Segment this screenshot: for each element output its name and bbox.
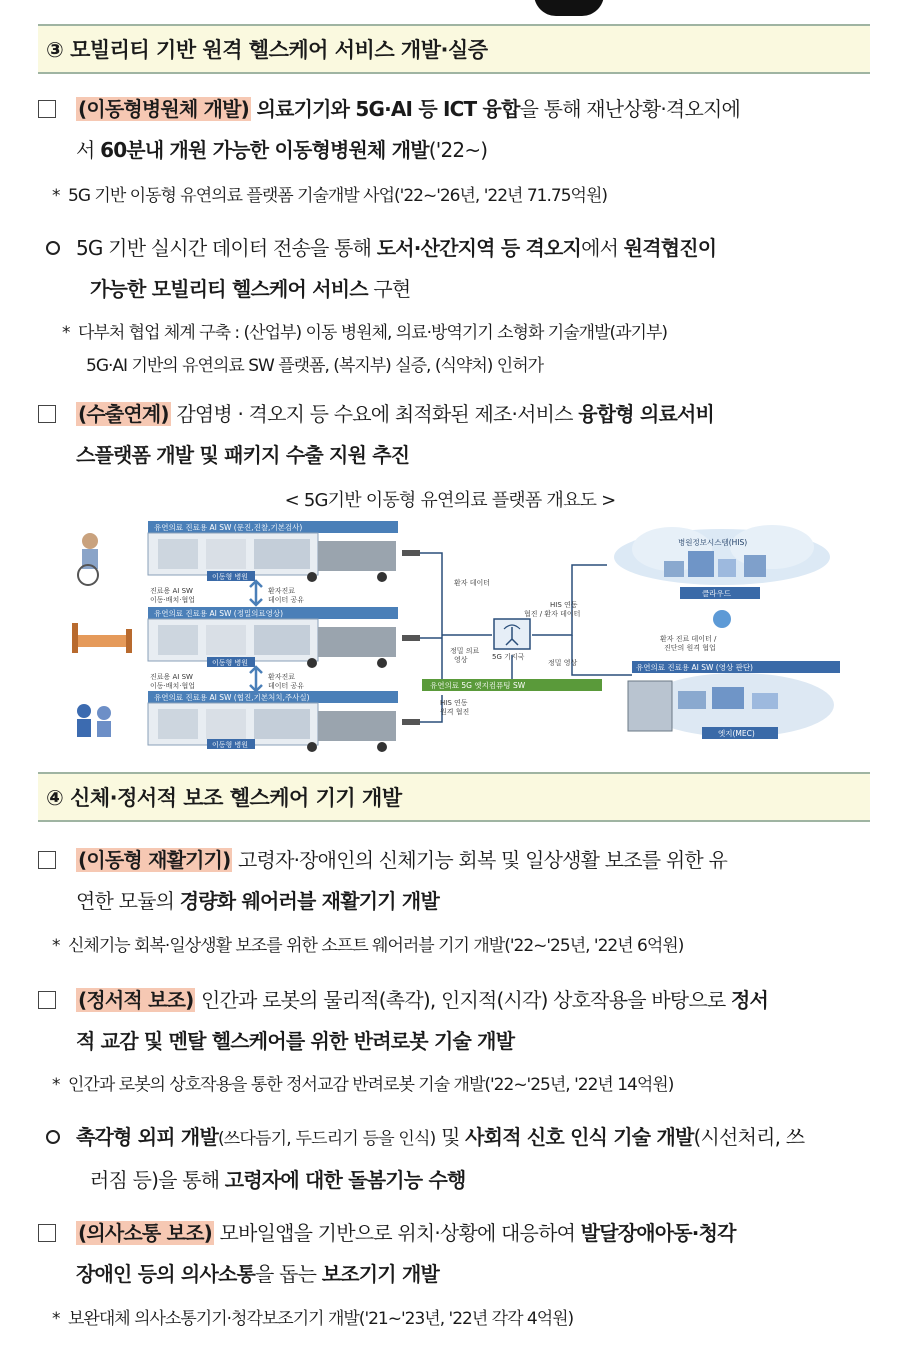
square-bullet-icon	[38, 991, 56, 1009]
body-text: 모바일앱을 기반으로 위치·상황에 대응하여	[213, 1221, 581, 1245]
right-label-b: 진단의 원격 협업	[664, 644, 716, 652]
van-label-3: 이동형 병원	[212, 741, 249, 749]
bold-text: 정서	[730, 988, 768, 1012]
section-3-heading	[38, 24, 870, 74]
mec-label: 엣지(MEC)	[718, 729, 755, 738]
footnote-text: 5G 기반 이동형 유연의료 플랫폼 기술개발 사업('22~'26년, '22년 71.75억원)	[68, 186, 607, 206]
platform-diagram	[62, 515, 842, 755]
body-text: 및	[435, 1125, 466, 1149]
bold-text: 60분내 개원 가능한 이동형병원체 개발	[100, 138, 429, 162]
highlight-label: (정서적 보조)	[78, 988, 194, 1012]
section-4-heading	[38, 772, 870, 822]
precise-label-b: 영상	[454, 656, 468, 664]
highlight-label: (의사소통 보조)	[78, 1221, 212, 1245]
bold-text: 촉각형 외피 개발	[76, 1125, 218, 1149]
his-title: 병원정보시스템(HIS)	[678, 538, 748, 547]
highlight-label: (이동형 재활기기)	[78, 848, 231, 872]
square-bullet-icon	[38, 405, 56, 423]
body-text: ('22~)	[428, 138, 488, 162]
section-4-title: ④ 신체·정서적 보조 헬스케어 기기 개발	[46, 786, 402, 810]
body-text: 서	[76, 138, 101, 162]
his-link-label: HIS 연동	[550, 601, 578, 609]
section-3-title: ③ 모빌리티 기반 원격 헬스케어 서비스 개발·실증	[46, 38, 488, 62]
square-bullet-icon	[38, 1224, 56, 1242]
bold-text: 발달장애아동·청각	[580, 1221, 736, 1245]
footnote-3: * 신체기능 회복·일상생활 보조를 위한 소프트 웨어러블 기기 개발('22~'25년, '22년 6억원)	[52, 936, 684, 956]
swap-arrow-icon	[250, 667, 262, 691]
van-label-1: 이동형 병원	[212, 573, 249, 581]
body-text: 을 통해 재난상황·격오지에	[519, 97, 741, 121]
bullet-tactile-skin	[38, 1117, 878, 1201]
footnote-text: 신체기능 회복·일상생활 보조를 위한 소프트 웨어러블 기기 개발('22~'25년, '22년 6억원)	[68, 936, 684, 956]
body-text: (시선처리, 쓰	[693, 1125, 805, 1149]
share-label-3a: 진료용 AI SW	[150, 673, 193, 681]
base-station-label: 5G 기지국	[492, 653, 525, 661]
share-label-2a: 환자진료	[268, 587, 296, 595]
body-text: 고령자·장애인의 신체기능 회복 및 일상생활 보조를 위한 유	[232, 848, 727, 872]
bold-text: 스플랫폼 개발 및 패키지 수출 지원 추진	[76, 443, 410, 467]
highlight-label: (이동형병원체 개발)	[78, 97, 250, 121]
edge-band-label: 유연의료 5G 엣지컴퓨팅 SW	[430, 681, 526, 690]
bullet-export	[38, 394, 878, 476]
footnote-text: 5G·AI 기반의 유연의료 SW 플랫폼, (복지부) 실증, (식약처) 인허가	[86, 356, 544, 376]
footnote-text: 인간과 로봇의 상호작용을 통한 정서교감 반려로봇 기술 개발('22~'25년, '22년 14억원)	[68, 1075, 674, 1095]
van-label-2: 이동형 병원	[212, 659, 249, 667]
server-rack-icon	[628, 681, 672, 731]
share-label-4b: 데이터 공유	[268, 682, 305, 690]
bold-text: 원격협진이	[623, 236, 717, 260]
share-label-1a: 진료용 AI SW	[150, 587, 193, 595]
van-body-2	[318, 627, 396, 657]
body-text: 연한 모듈의	[76, 889, 180, 913]
bold-text: 경량화 웨어러블 재활기기 개발	[179, 889, 439, 913]
wheelchair-user-icon	[78, 533, 98, 585]
share-label-1b: 이동·배치·협업	[150, 596, 196, 604]
his-bottom-label-1: HIS 연동	[440, 699, 468, 707]
share-label-3b: 이동·배치·협업	[150, 682, 196, 690]
body-text: 러짐 등)을 통해	[90, 1168, 225, 1192]
bullet-mobile-hospital	[38, 89, 878, 171]
bullet-companion-robot	[38, 980, 878, 1062]
circle-bullet-icon	[46, 1130, 60, 1144]
share-label-2b: 데이터 공유	[268, 596, 305, 604]
bold-text: 가능한 모빌리티 헬스케어 서비스	[90, 277, 368, 301]
body-text: (쓰다듬기, 두드리기 등을 인식)	[217, 1129, 436, 1149]
van-body-3	[318, 711, 396, 741]
bold-text: 의료기기와 5G·AI 등 ICT 융합	[256, 97, 520, 121]
footnote-5: * 보완대체 의사소통기기·청각보조기기 개발('21~'23년, '22년 각각 4억원)	[52, 1309, 574, 1329]
footnote-4: * 인간과 로봇의 상호작용을 통한 정서교감 반려로봇 기술 개발('22~'25년, '22년 14억원)	[52, 1075, 674, 1095]
patient-data-label: 환자 데이터	[454, 579, 491, 587]
footnote-text: 보완대체 의사소통기기·청각보조기기 개발('21~'23년, '22년 각각 4억원)	[68, 1309, 574, 1329]
share-label-4a: 환자진료	[268, 673, 296, 681]
bold-text: 적 교감 및 멘탈 헬스케어를 위한 반려로봇 기술 개발	[76, 1029, 515, 1053]
right-band-label: 유연의료 진료용 AI SW (영상 판단)	[636, 663, 753, 672]
precise-image-label: 정밀 영상	[548, 659, 578, 667]
swap-arrow-icon	[250, 581, 262, 605]
bold-text: 융합형 의료서비	[578, 402, 715, 426]
van-body-1	[318, 541, 396, 571]
footnote-1: * 5G 기반 이동형 유연의료 플랫폼 기술개발 사업('22~'26년, '22년 71.75억원)	[52, 186, 607, 206]
bold-text: 사회적 신호 인식 기술 개발	[465, 1125, 694, 1149]
top-decoration	[534, 0, 604, 16]
globe-icon	[713, 610, 731, 628]
body-text: 인간과 로봇의 물리적(촉각), 인지적(시각) 상호작용을 바탕으로	[195, 988, 731, 1012]
figure-caption: < 5G기반 이동형 유연의료 플랫폼 개요도 >	[284, 490, 616, 511]
body-text: 감염병 · 격오지 등 수요에 최적화된 제조·서비스	[170, 402, 579, 426]
right-label-a: 환자 진료 데이터 /	[660, 635, 717, 643]
bullet-rehab-device	[38, 840, 878, 922]
hospital-bed-icon	[72, 623, 132, 653]
band-3-label: 유연의료 진료용 AI SW (협진,기본처치,주사실)	[154, 693, 310, 702]
bold-text: 장애인 등의 의사소통	[76, 1262, 256, 1286]
his-bottom-label-2: 원격 협진	[440, 708, 470, 716]
footnote-2: * 다부처 협업 체계 구축 : (산업부) 이동 병원체, 의료·방역기기 소형화 기술개발(과기부) 5G·AI 기반의 유연의료 SW 플랫폼, (복지부) 실증, (식약처) 인허가	[62, 323, 668, 376]
square-bullet-icon	[38, 851, 56, 869]
highlight-label: (수출연계)	[78, 402, 169, 426]
body-text: 5G 기반 실시간 데이터 전송을 통해	[76, 236, 377, 260]
elderly-patients-icon	[77, 704, 111, 737]
body-text: 에서	[581, 236, 624, 260]
precise-label-a: 정밀 의료	[450, 647, 480, 655]
his-sub-label: 협진 / 환자 데이터	[524, 610, 581, 618]
cloud-label: 클라우드	[702, 589, 731, 598]
band-2-label: 유연의료 진료용 AI SW (정밀의료영상)	[154, 609, 284, 618]
body-text: 구현	[367, 277, 411, 301]
band-1-label: 유연의료 진료용 AI SW (문진,진찰,기본검사)	[154, 523, 303, 532]
bold-text: 보조기기 개발	[321, 1262, 439, 1286]
footnote-text: 다부처 협업 체계 구축 : (산업부) 이동 병원체, 의료·방역기기 소형화 기술개발(과기부)	[78, 323, 668, 343]
hospital-building-icon	[688, 551, 714, 577]
square-bullet-icon	[38, 100, 56, 118]
bullet-communication-aid	[38, 1213, 878, 1295]
circle-bullet-icon	[46, 241, 60, 255]
bold-text: 도서·산간지역 등 격오지	[376, 236, 582, 260]
bold-text: 고령자에 대한 돌봄기능 수행	[224, 1168, 466, 1192]
bullet-5g-service	[38, 228, 878, 310]
body-text: 을 돕는	[255, 1262, 322, 1286]
